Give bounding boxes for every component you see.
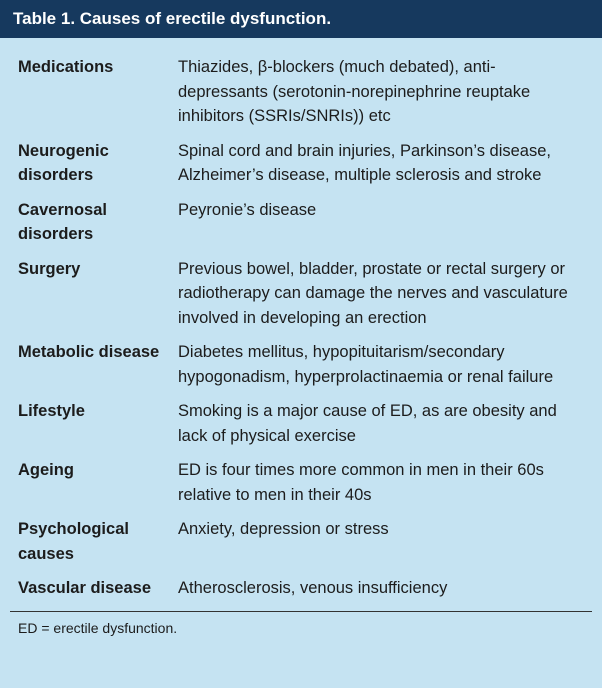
table-row xyxy=(0,50,602,134)
table-row xyxy=(0,252,602,336)
table-row xyxy=(0,193,602,252)
cause-label: Cavernosal disorders xyxy=(18,200,107,243)
cause-description: Peyronie’s disease xyxy=(178,200,317,219)
cause-description: Thiazides, β-blockers (much debated), anti-depressants (serotonin-norepinephrine reuptake inhibitors (SSRIs/SNRIs)) etc xyxy=(178,58,531,125)
cause-label: Neurogenic disorders xyxy=(18,141,109,184)
table-row xyxy=(0,512,602,571)
table-row xyxy=(0,394,602,453)
cause-description: Previous bowel, bladder, prostate or rectal surgery or radiotherapy can damage the nerves and vasculature involved in developing an erection xyxy=(178,259,568,327)
cause-label: Medications xyxy=(18,58,114,76)
cause-description: Diabetes mellitus, hypopituitarism/secondary hypogonadism, hyperprolactinaemia or renal failure xyxy=(178,343,554,386)
table-row xyxy=(0,134,602,193)
cause-description: Atherosclerosis, venous insufficiency xyxy=(178,579,448,597)
causes-grid xyxy=(0,50,602,607)
cause-label: Ageing xyxy=(18,461,74,479)
table-footnote: ED = erectile dysfunction. xyxy=(18,619,178,636)
cause-description: Spinal cord and brain injuries, Parkinson’s disease, Alzheimer’s disease, multiple sclerosis and stroke xyxy=(178,141,551,184)
cause-description: ED is four times more common in men in their 60s relative to men in their 40s xyxy=(178,461,544,504)
table-row xyxy=(0,453,602,512)
cause-description: Smoking is a major cause of ED, as are obesity and lack of physical exercise xyxy=(178,402,557,445)
cause-label: Vascular disease xyxy=(18,579,152,597)
cause-label: Psychological causes xyxy=(18,520,129,563)
cause-description: Anxiety, depression or stress xyxy=(178,520,389,538)
cause-label: Lifestyle xyxy=(18,402,85,420)
cause-label: Metabolic disease xyxy=(18,343,160,361)
table-row xyxy=(0,571,602,607)
cause-label: Surgery xyxy=(18,259,81,278)
table-title: Table 1. Causes of erectile dysfunction. xyxy=(0,0,602,38)
table-row xyxy=(0,335,602,394)
